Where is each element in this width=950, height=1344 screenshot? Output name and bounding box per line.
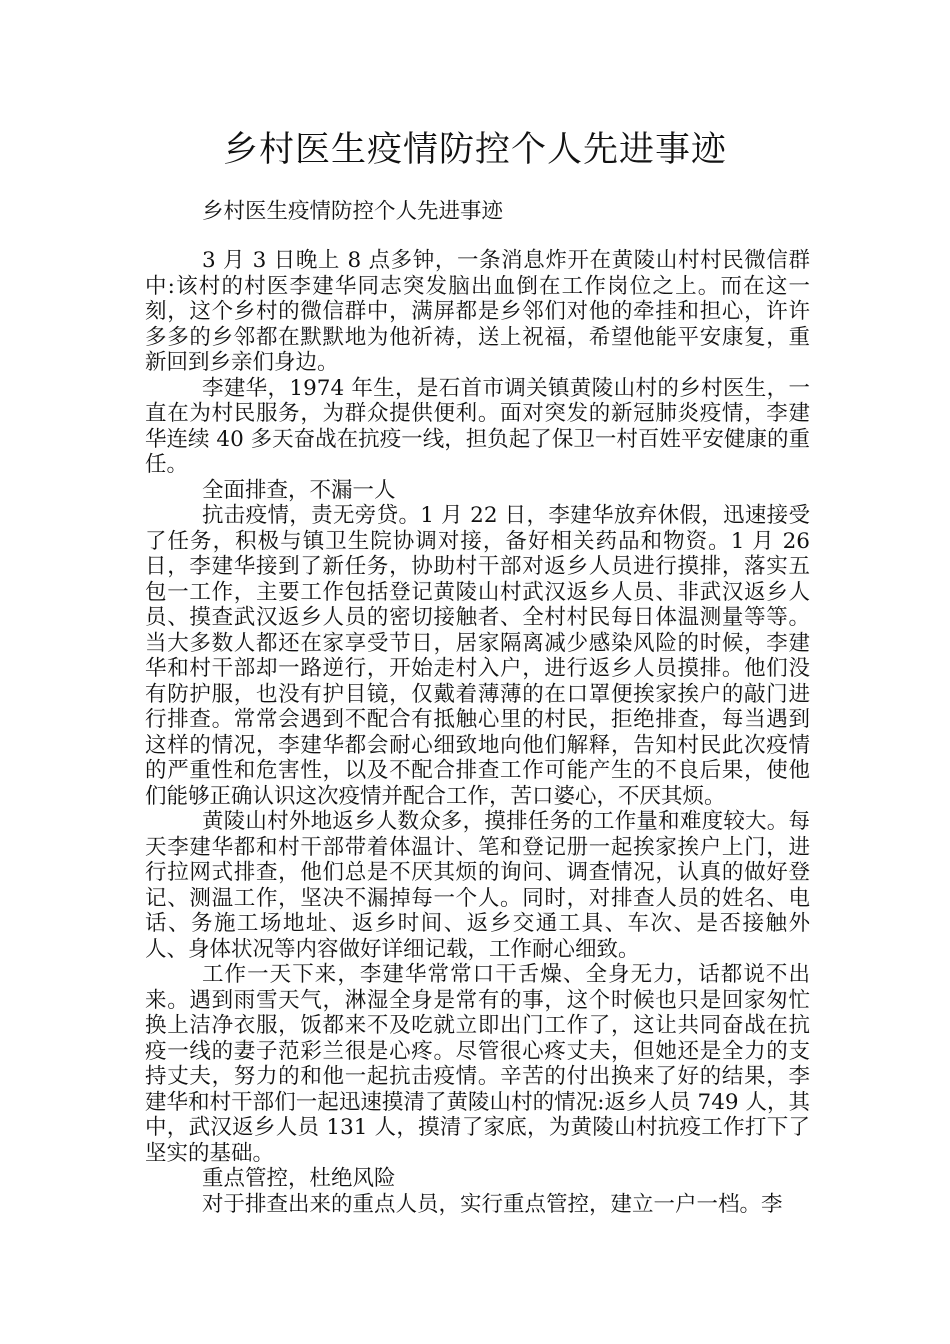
paragraph-screening: 抗击疫情，责无旁贷。1 月 22 日，李建华放弃休假，迅速接受了任务，积极与镇卫生院协调对接，备好相关药品和物资。1 月 26 日，李建华接到了新任务，协助村干部对返乡人员进行摸排，落实五包一工作，主要工作包括登记黄陵山村武汉返乡人员、非武汉返乡人员、摸查武汉返乡人员的密切接触者、全村村民每日体温测量等等。当大多数人都还在家享受节日，居家隔离减少感染风险的时候，李建华和村干部却一路逆行，开始走村入户，进行返乡人员摸排。他们没有防护服，也没有护目镜，仅戴着薄薄的在口罩便挨家挨户的敲门进行排查。常常会遇到不配合有抵触心里的村民，拒绝排查，每当遇到这样的情况，李建华都会耐心细致地向他们解释，告知村民此次疫情的严重性和危害性，以及不配合排查工作可能产生的不良后果，使他们能够正确认识这次疫情并配合工作，苦口婆心，不厌其烦。 xyxy=(145,503,810,809)
paragraph-control: 对于排查出来的重点人员，实行重点管控，建立一户一档。李 xyxy=(201,1191,783,1217)
document-body xyxy=(145,248,810,1217)
document-subtitle: 乡村医生疫情防控个人先进事迹 xyxy=(202,199,504,224)
paragraph-profile: 李建华，1974 年生，是石首市调关镇黄陵山村的乡村医生，一直在为村民服务，为群众提供便利。面对突发的新冠肺炎疫情，李建华连续 40 多天奋战在抗疫一线，担负起了保卫一村百姓平安健康的重任。 xyxy=(145,375,810,477)
document-title: 乡村医生疫情防控个人先进事迹 xyxy=(222,130,727,170)
paragraph-intro: 3 月 3 日晚上 8 点多钟，一条消息炸开在黄陵山村村民微信群中:该村的村医李建华同志突发脑出血倒在工作岗位之上。而在这一刻，这个乡村的微信群中，满屏都是乡邻们对他的牵挂和担心，许许多多的乡邻都在默默地为他祈祷，送上祝福，希望他能平安康复，重新回到乡亲们身边。 xyxy=(145,248,810,375)
paragraph-workload: 黄陵山村外地返乡人数众多，摸排任务的工作量和难度较大。每天李建华都和村干部带着体温计、笔和登记册一起挨家挨户上门，进行拉网式排查，他们总是不厌其烦的询问、调查情况，认真的做好登记、测温工作，坚决不漏掉每一个人。同时，对排查人员的姓名、电话、务施工场地址、返乡时间、返乡交通工具、车次、是否接触外人、身体状况等内容做好详细记载，工作耐心细致。 xyxy=(145,809,810,962)
section-heading-control: 重点管控，杜绝风险 xyxy=(201,1166,396,1191)
paragraph-hardship: 工作一天下来，李建华常常口干舌燥、全身无力，话都说不出来。遇到雨雪天气，淋湿全身是常有的事，这个时候也只是回家匆忙换上洁净衣服，饭都来不及吃就立即出门工作了，这让共同奋战在抗疫一线的妻子范彩兰很是心疼。尽管很心疼丈夫，但她还是全力的支持丈夫，努力的和他一起抗击疫情。辛苦的付出换来了好的结果，李建华和村干部们一起迅速摸清了黄陵山村的情况:返乡人员 749 人，其中，武汉返乡人员 131 人，摸清了家底，为黄陵山村抗疫工作打下了坚实的基础。 xyxy=(145,962,810,1166)
section-heading-screening: 全面排查，不漏一人 xyxy=(201,477,396,503)
